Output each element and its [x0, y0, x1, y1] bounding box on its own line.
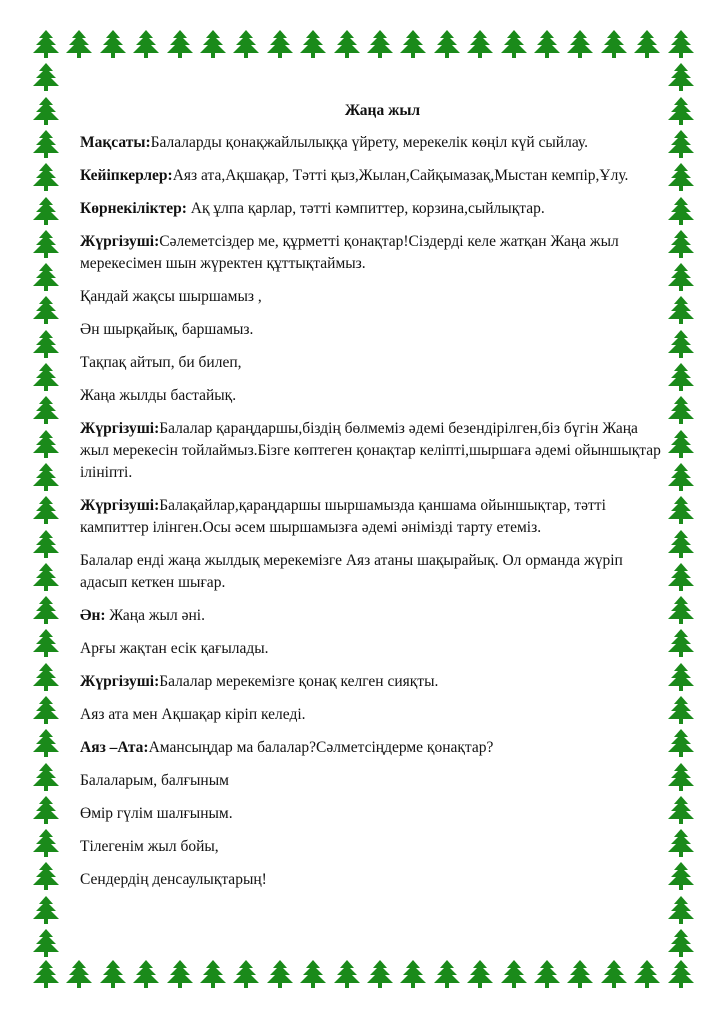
christmas-tree-icon	[30, 796, 62, 824]
paragraph	[80, 803, 665, 825]
paragraph-text: Балалар қараңдаршы,біздің бөлмеміз әдемі безендірілген,біз бүгін Жаңа жыл мерекесін тойлаймыз.Бізге көптеген қонақтар келіпті,шыршаға әдемі ойыншықтар ілініпті.	[80, 420, 661, 481]
paragraph	[80, 495, 665, 539]
christmas-tree-icon	[665, 896, 697, 924]
paragraph-text: Өмір гүлім шалғыным.	[80, 805, 233, 822]
christmas-tree-icon	[30, 663, 62, 691]
christmas-tree-icon	[531, 960, 563, 988]
christmas-tree-icon	[197, 30, 229, 58]
christmas-tree-icon	[665, 530, 697, 558]
christmas-tree-icon	[30, 463, 62, 491]
paragraph-text: Ән шырқайық, баршамыз.	[80, 321, 254, 338]
christmas-tree-icon	[230, 30, 262, 58]
christmas-tree-icon	[30, 696, 62, 724]
speaker-label: Мақсаты:	[80, 134, 151, 151]
paragraph	[80, 770, 665, 792]
paragraph	[80, 165, 665, 187]
christmas-tree-icon	[665, 463, 697, 491]
paragraph	[80, 737, 665, 759]
paragraph	[80, 605, 665, 627]
christmas-tree-icon	[30, 330, 62, 358]
christmas-tree-icon	[431, 960, 463, 988]
paragraph	[80, 132, 665, 154]
christmas-tree-icon	[665, 296, 697, 324]
christmas-tree-icon	[665, 596, 697, 624]
speaker-label: Кейіпкерлер:	[80, 167, 173, 184]
speaker-label: Жүргізуші:	[80, 497, 160, 514]
christmas-tree-icon	[30, 862, 62, 890]
christmas-tree-icon	[30, 197, 62, 225]
speaker-label: Жүргізуші:	[80, 420, 160, 437]
paragraph-text: Сендердің денсаулықтарың!	[80, 871, 267, 888]
christmas-tree-icon	[30, 363, 62, 391]
document-page	[80, 100, 665, 902]
paragraph-text: Балақайлар,қараңдаршы шыршамызда қаншама ойыншықтар, тәтті кампиттер ілінген.Осы әсем шыршамызға әдемі әнімізді тарту етеміз.	[80, 497, 606, 536]
speaker-label: Аяз –Ата:	[80, 739, 149, 756]
paragraph-text: Балаларым, балғыным	[80, 772, 229, 789]
paragraph-text: Амансыңдар ма балалар?Сәлметсіңдерме қонақтар?	[148, 739, 494, 756]
paragraph-text: Аяз ата,Ақшақар, Тәтті қыз,Жылан,Сайқымазақ,Мыстан кемпір,Ұлу.	[172, 167, 629, 184]
christmas-tree-icon	[30, 97, 62, 125]
christmas-tree-icon	[30, 230, 62, 258]
christmas-tree-icon	[631, 960, 663, 988]
christmas-tree-icon	[97, 30, 129, 58]
christmas-tree-icon	[665, 130, 697, 158]
christmas-tree-icon	[30, 960, 62, 988]
christmas-tree-icon	[397, 30, 429, 58]
speaker-label: Жүргізуші:	[80, 673, 160, 690]
paragraph	[80, 352, 665, 374]
paragraph	[80, 704, 665, 726]
christmas-tree-icon	[30, 563, 62, 591]
christmas-tree-icon	[598, 30, 630, 58]
paragraph-text: Тақпақ айтып, би билеп,	[80, 354, 242, 371]
christmas-tree-icon	[30, 829, 62, 857]
paragraph	[80, 198, 665, 220]
paragraph-text: Жаңа жылды бастайық.	[80, 387, 237, 404]
paragraph	[80, 286, 665, 308]
christmas-tree-icon	[30, 496, 62, 524]
christmas-tree-icon	[631, 30, 663, 58]
paragraph	[80, 385, 665, 407]
christmas-tree-icon	[665, 763, 697, 791]
christmas-tree-icon	[30, 896, 62, 924]
paragraph	[80, 638, 665, 660]
christmas-tree-icon	[164, 30, 196, 58]
christmas-tree-icon	[130, 960, 162, 988]
christmas-tree-icon	[665, 696, 697, 724]
paragraph-text: Тілегенім жыл бойы,	[80, 838, 219, 855]
christmas-tree-icon	[63, 30, 95, 58]
christmas-tree-icon	[30, 396, 62, 424]
christmas-tree-icon	[331, 960, 363, 988]
christmas-tree-icon	[665, 30, 697, 58]
christmas-tree-icon	[665, 862, 697, 890]
paragraph	[80, 869, 665, 891]
paragraph	[80, 671, 665, 693]
paragraph-text: Балалар мерекемізге қонақ келген сияқты.	[159, 673, 439, 690]
christmas-tree-icon	[30, 729, 62, 757]
christmas-tree-icon	[30, 63, 62, 91]
christmas-tree-icon	[498, 960, 530, 988]
speaker-label: Ән:	[80, 607, 106, 624]
christmas-tree-icon	[665, 97, 697, 125]
christmas-tree-icon	[63, 960, 95, 988]
christmas-tree-icon	[564, 30, 596, 58]
christmas-tree-icon	[230, 960, 262, 988]
christmas-tree-icon	[665, 396, 697, 424]
christmas-tree-icon	[665, 163, 697, 191]
christmas-tree-icon	[665, 230, 697, 258]
christmas-tree-icon	[431, 30, 463, 58]
paragraph	[80, 836, 665, 858]
christmas-tree-icon	[665, 496, 697, 524]
document-title: Жаңа жыл	[344, 102, 421, 119]
christmas-tree-icon	[464, 960, 496, 988]
paragraph-text: Сәлеметсіздер ме, құрметті қонақтар!Сіздерді келе жатқан Жаңа жыл мерекесімен шын жүректен құттықтаймыз.	[80, 233, 619, 272]
christmas-tree-icon	[30, 629, 62, 657]
christmas-tree-icon	[30, 30, 62, 58]
christmas-tree-icon	[130, 30, 162, 58]
christmas-tree-icon	[30, 929, 62, 957]
christmas-tree-icon	[30, 530, 62, 558]
document-body	[80, 132, 665, 891]
christmas-tree-icon	[531, 30, 563, 58]
christmas-tree-icon	[30, 130, 62, 158]
christmas-tree-icon	[564, 960, 596, 988]
christmas-tree-icon	[665, 197, 697, 225]
christmas-tree-icon	[665, 629, 697, 657]
paragraph	[80, 418, 665, 484]
christmas-tree-icon	[665, 563, 697, 591]
paragraph-text: Ақ ұлпа қарлар, тәтті кәмпиттер, корзина,сыйлықтар.	[190, 200, 545, 217]
christmas-tree-icon	[665, 663, 697, 691]
christmas-tree-icon	[464, 30, 496, 58]
paragraph-text: Балалар енді жаңа жылдық мерекемізге Аяз атаны шақырайық. Ол орманда жүріп адасып кеткен шығар.	[80, 552, 623, 591]
paragraph-text: Балаларды қонақжайлылыққа үйрету, мерекелік көңіл күй сыйлау.	[150, 134, 589, 151]
christmas-tree-icon	[30, 163, 62, 191]
paragraph	[80, 550, 665, 594]
christmas-tree-icon	[498, 30, 530, 58]
christmas-tree-icon	[665, 330, 697, 358]
christmas-tree-icon	[598, 960, 630, 988]
christmas-tree-icon	[665, 729, 697, 757]
christmas-tree-icon	[297, 960, 329, 988]
christmas-tree-icon	[364, 30, 396, 58]
christmas-tree-icon	[30, 263, 62, 291]
christmas-tree-icon	[665, 929, 697, 957]
paragraph	[80, 319, 665, 341]
christmas-tree-icon	[30, 763, 62, 791]
christmas-tree-icon	[197, 960, 229, 988]
christmas-tree-icon	[364, 960, 396, 988]
christmas-tree-icon	[665, 263, 697, 291]
christmas-tree-icon	[97, 960, 129, 988]
paragraph-text: Қандай жақсы шыршамыз ,	[80, 288, 262, 305]
speaker-label: Көрнекіліктер:	[80, 200, 191, 217]
christmas-tree-icon	[665, 796, 697, 824]
christmas-tree-icon	[30, 430, 62, 458]
paragraph	[80, 231, 665, 275]
christmas-tree-icon	[164, 960, 196, 988]
christmas-tree-icon	[665, 960, 697, 988]
christmas-tree-icon	[264, 960, 296, 988]
christmas-tree-icon	[665, 63, 697, 91]
paragraph-text: Арғы жақтан есік қағылады.	[80, 640, 269, 657]
christmas-tree-icon	[297, 30, 329, 58]
christmas-tree-icon	[665, 829, 697, 857]
christmas-tree-icon	[264, 30, 296, 58]
christmas-tree-icon	[665, 430, 697, 458]
speaker-label: Жүргізуші:	[80, 233, 160, 250]
paragraph-text: Жаңа жыл әні.	[105, 607, 205, 624]
paragraph-text: Аяз ата мен Ақшақар кіріп келеді.	[80, 706, 306, 723]
christmas-tree-icon	[30, 296, 62, 324]
christmas-tree-icon	[665, 363, 697, 391]
christmas-tree-icon	[30, 596, 62, 624]
christmas-tree-icon	[397, 960, 429, 988]
christmas-tree-icon	[331, 30, 363, 58]
